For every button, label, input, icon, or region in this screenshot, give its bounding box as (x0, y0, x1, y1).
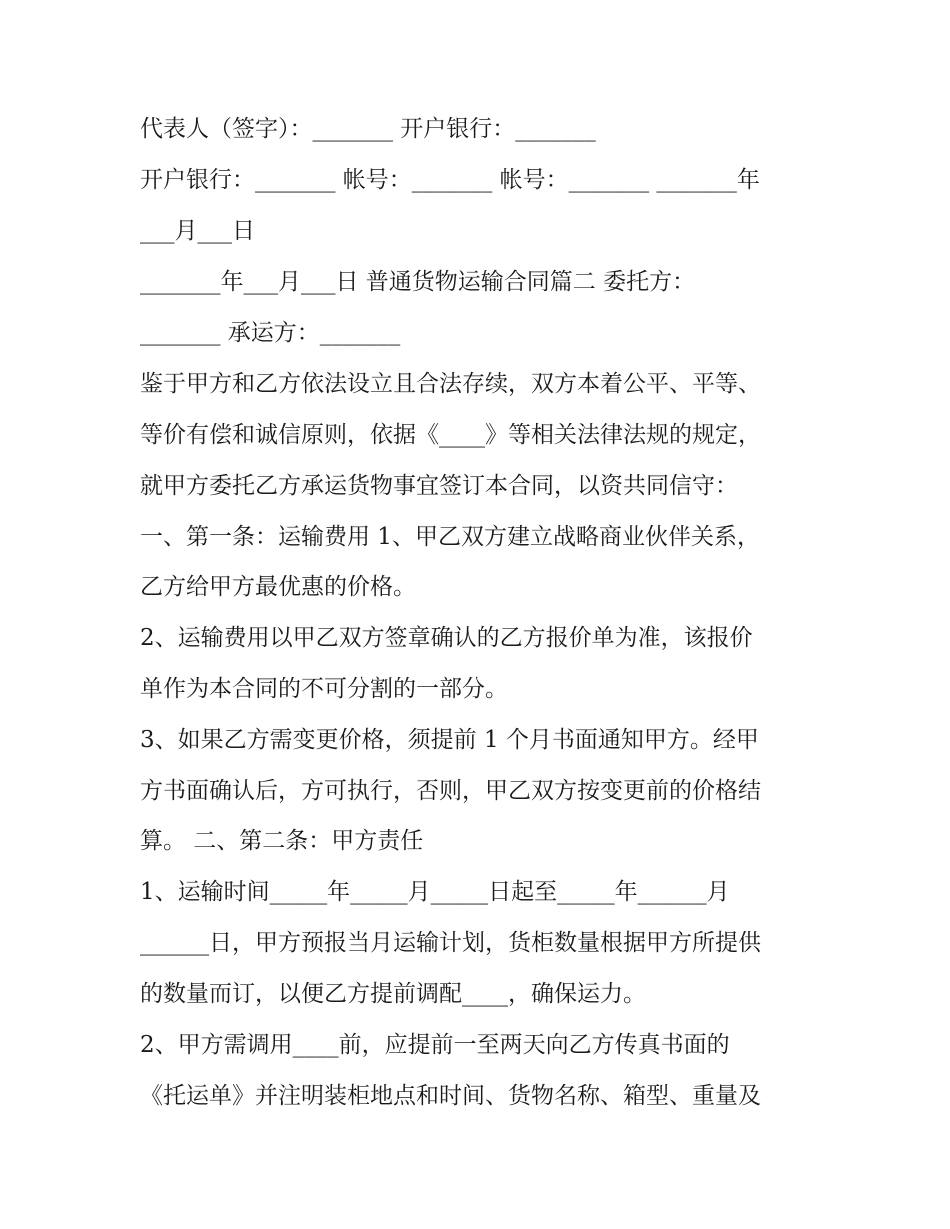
text-line-10: 乙方给甲方最优惠的价格。 (140, 574, 416, 600)
text-line-1: 代表人（签字）：_______ 开户银行：_______ (140, 116, 596, 142)
text-line-17: ______日，甲方预报当月运输计划，货柜数量根据甲方所提供 (140, 930, 761, 956)
text-line-20: 《托运单》并注明装柜地点和时间、货物名称、箱型、重量及 (140, 1083, 761, 1109)
text-line-7: 等价有偿和诚信原则，依据《____》等相关法律法规的规定， (140, 422, 761, 448)
text-line-15: 算。 二、第二条：甲方责任 (140, 828, 424, 854)
text-line-3: ___月___日 (140, 218, 255, 244)
text-line-9: 一、第一条：运输费用 1、甲乙双方建立战略商业伙伴关系， (140, 524, 760, 550)
text-line-5: _______ 承运方：_______ (140, 320, 401, 346)
text-line-8: 就甲方委托乙方承运货物事宜签订本合同，以资共同信守： (140, 473, 738, 499)
text-line-16: 1、运输时间_____年_____月_____日起至_____年______月 (140, 879, 730, 905)
text-line-6: 鉴于甲方和乙方依法设立且合法存续，双方本着公平、平等、 (140, 371, 761, 397)
text-line-13: 3、如果乙方需变更价格，须提前 1 个月书面通知甲方。经甲 (140, 727, 759, 753)
text-line-4: _______年___月___日 普通货物运输合同篇二 委托方： (140, 269, 696, 295)
text-line-12: 单作为本合同的不可分割的一部分。 (140, 676, 508, 702)
text-line-14: 方书面确认后，方可执行，否则，甲乙双方按变更前的价格结 (140, 778, 761, 804)
text-line-11: 2、运输费用以甲乙双方签章确认的乙方报价单为准，该报价 (140, 625, 753, 651)
text-line-18: 的数量而订，以便乙方提前调配____，确保运力。 (140, 981, 646, 1007)
text-line-19: 2、甲方需调用____前，应提前一至两天向乙方传真书面的 (140, 1032, 730, 1058)
text-line-2: 开户银行：_______ 帐号：_______ 帐号：_______ _______年 (140, 167, 760, 193)
